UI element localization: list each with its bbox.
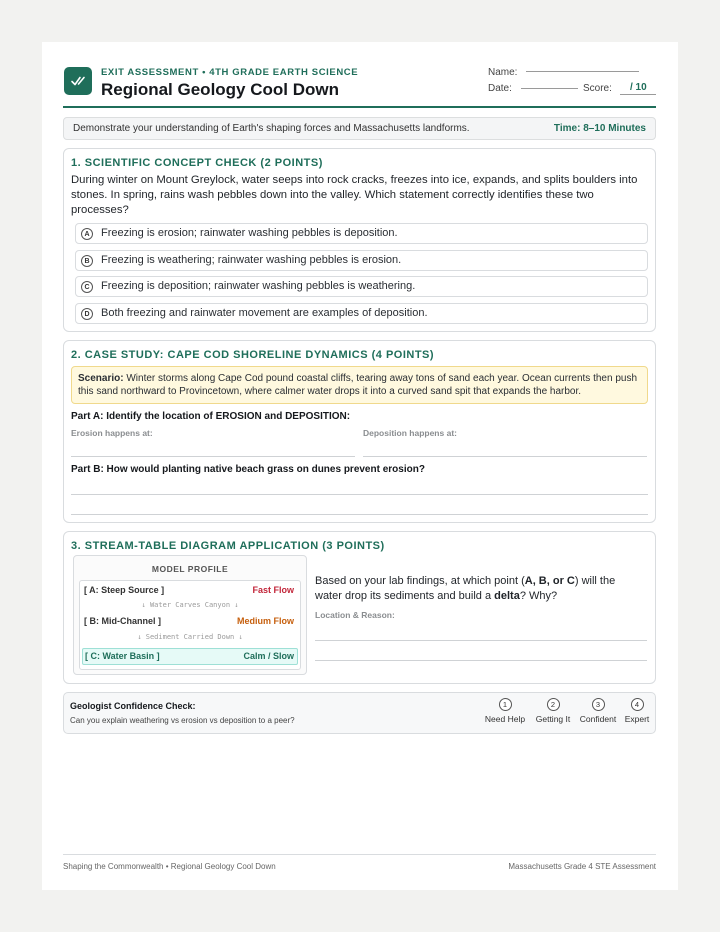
- confidence-check: [63, 692, 656, 734]
- confidence-option-1-circle: 1: [499, 698, 512, 711]
- arrow-annotation-1: ↓ Water Carves Canyon ↓: [141, 601, 239, 609]
- part-b-answer-line-2[interactable]: [71, 514, 648, 515]
- question-2-title: 2. CASE STUDY: CAPE COD SHORELINE DYNAMICS (4 POINTS): [71, 349, 435, 361]
- deposition-label: Deposition happens at:: [363, 428, 457, 438]
- model-profile-diagram: [79, 580, 301, 670]
- confidence-option-2-circle: 2: [547, 698, 560, 711]
- point-c-label: [ C: Water Basin ]: [85, 651, 160, 661]
- question-3-card: [63, 531, 656, 684]
- footer-left: Shaping the Commonwealth • Regional Geology Cool Down: [63, 862, 276, 871]
- erosion-answer-line[interactable]: [71, 456, 355, 457]
- header-divider: [63, 106, 656, 108]
- option-a[interactable]: [75, 223, 648, 244]
- confidence-title: Geologist Confidence Check:: [70, 701, 196, 711]
- option-d-badge: D: [81, 308, 93, 320]
- question-3-prompt: Based on your lab findings, at which point (A, B, or C) will the water drop its sediments and build a delta? Why?: [315, 575, 616, 602]
- option-b-badge: B: [81, 255, 93, 267]
- option-b[interactable]: [75, 250, 648, 271]
- deposition-answer-line[interactable]: [363, 456, 647, 457]
- question-1-card: [63, 148, 656, 332]
- page-title: Regional Geology Cool Down: [101, 80, 339, 99]
- scenario-box: [71, 366, 648, 404]
- question-3-title: 3. STREAM-TABLE DIAGRAM APPLICATION (3 POINTS): [71, 540, 385, 552]
- q3-answer-line-2[interactable]: [315, 660, 647, 661]
- date-field[interactable]: [521, 88, 578, 89]
- option-c-badge: C: [81, 281, 93, 293]
- checkmark-logo-icon: [64, 67, 92, 95]
- confidence-subtitle: Can you explain weathering vs erosion vs deposition to a peer?: [70, 716, 295, 725]
- point-b-flow: Medium Flow: [237, 616, 294, 626]
- question-1-title: 1. SCIENTIFIC CONCEPT CHECK (2 POINTS): [71, 157, 323, 169]
- confidence-option-2-label: Getting It: [535, 714, 571, 724]
- question-2-card: [63, 340, 656, 523]
- confidence-option-1-label: Need Help: [484, 714, 526, 724]
- option-b-text: Freezing is weathering; rainwater washing pebbles is erosion.: [101, 254, 402, 266]
- part-b-prompt: Part B: How would planting native beach grass on dunes prevent erosion?: [71, 464, 425, 475]
- answer-label: Location & Reason:: [315, 610, 395, 620]
- option-a-badge: A: [81, 228, 93, 240]
- score-field[interactable]: / 10: [620, 82, 656, 95]
- option-c[interactable]: [75, 276, 648, 297]
- point-a-flow: Fast Flow: [252, 585, 294, 595]
- option-a-text: Freezing is erosion; rainwater washing pebbles is deposition.: [101, 227, 398, 239]
- name-label: Name:: [488, 67, 518, 78]
- instructions-bar: [63, 117, 656, 140]
- scenario-label: Scenario:: [78, 373, 124, 384]
- question-1-prompt: During winter on Mount Greylock, water seeps into rock cracks, freezes into ice, expands, and splits boulders into stones. In spring, rains wash pebbles down into the valley. Which statement correctly identifies these two processes?: [71, 174, 638, 216]
- score-label: Score:: [583, 83, 612, 94]
- part-b-answer-line-1[interactable]: [71, 494, 648, 495]
- scenario-text: Winter storms along Cape Cod pound coastal cliffs, tearing away tons of sand each year. Ocean currents then push this sand northward to Provincetown, where calmer water drops it into a curved sand spit that expands the harbor.: [78, 373, 638, 397]
- footer-right: Massachusetts Grade 4 STE Assessment: [508, 862, 656, 871]
- point-b-label: [ B: Mid-Channel ]: [84, 616, 161, 626]
- confidence-option-3[interactable]: [576, 698, 620, 724]
- confidence-option-3-circle: 3: [592, 698, 605, 711]
- option-d-text: Both freezing and rainwater movement are examples of deposition.: [101, 307, 428, 319]
- point-a-label: [ A: Steep Source ]: [84, 585, 165, 595]
- assessment-kicker: EXIT ASSESSMENT • 4TH GRADE EARTH SCIENCE: [101, 67, 359, 78]
- confidence-option-4-circle: 4: [631, 698, 644, 711]
- part-a-prompt: Part A: Identify the location of EROSION and DEPOSITION:: [71, 411, 351, 422]
- instructions-text: Demonstrate your understanding of Earth's shaping forces and Massachusetts landforms.: [73, 123, 470, 134]
- q3-answer-line-1[interactable]: [315, 640, 647, 641]
- point-c-flow: Calm / Slow: [243, 651, 294, 661]
- name-field[interactable]: [526, 71, 639, 72]
- stream-table-model: [73, 555, 307, 675]
- erosion-label: Erosion happens at:: [71, 428, 153, 438]
- confidence-option-4-label: Expert: [624, 714, 650, 724]
- time-estimate: Time: 8–10 Minutes: [553, 123, 646, 134]
- water-basin-row: [82, 648, 298, 665]
- option-c-text: Freezing is deposition; rainwater washing pebbles is weathering.: [101, 280, 416, 292]
- option-d[interactable]: [75, 303, 648, 324]
- confidence-option-2[interactable]: [531, 698, 575, 724]
- date-label: Date:: [488, 83, 512, 94]
- confidence-option-1[interactable]: [482, 698, 528, 724]
- confidence-option-3-label: Confident: [579, 714, 617, 724]
- footer-divider: [63, 854, 656, 855]
- confidence-option-4[interactable]: [622, 698, 652, 724]
- arrow-annotation-2: ↓ Sediment Carried Down ↓: [137, 633, 243, 641]
- model-title: MODEL PROFILE: [151, 564, 229, 574]
- worksheet-page: [42, 42, 678, 890]
